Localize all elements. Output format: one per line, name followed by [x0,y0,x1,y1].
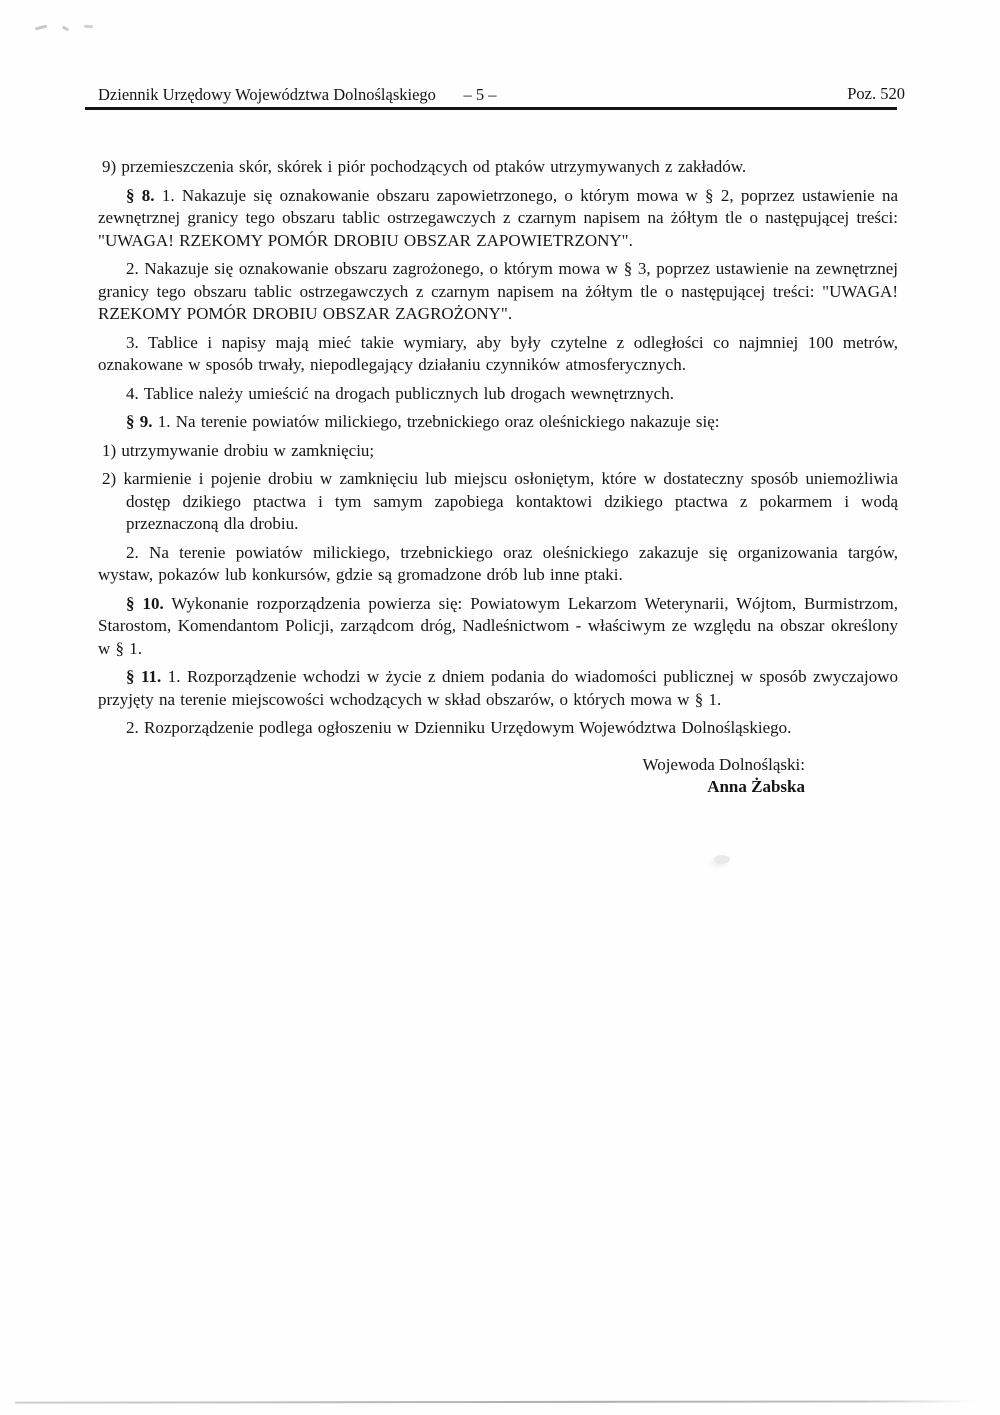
list-item-text: karmienie i pojenie drobiu w zamknięciu lub miejscu osłoniętym, które w dostateczny sposób uniemożliwia dostęp dzikiego ptactwa i tym samym zapobiega kontaktowi dzikiego ptactwa z pokarmem i wodą przeznaczoną dla drobiu. [123,469,899,533]
scan-artifact [35,25,47,31]
section-8-para-4 [98,383,898,406]
signatory-title: Wojewoda Dolnośląski: [642,754,805,774]
list-marker: 2) [102,469,117,488]
paragraph-text: 1. Nakazuje się oznakowanie obszaru zapowietrzonego, o którym mowa w § 2, poprzez ustawienie na zewnętrznej granicy tego obszaru tablic ostrzegawczych z czarnym napisem na żółtym tle o następującej treści: "UWAGA! RZEKOMY POMÓR DROBIU OBSZAR ZAPOWIETRZONY". [98,185,899,250]
document-body [98,156,898,799]
list-marker: 1) [102,440,117,460]
scan-artifact [62,26,70,32]
paragraph-text: Wykonanie rozporządzenia powierza się: Powiatowym Lekarzom Weterynarii, Wójtom, Burmistrzom, Starostom, Komendantom Policji, zarządcom dróg, Nadleśnictwom - właściwym ze względu na obszar określony w § 1. [98,593,898,658]
section-11-para-2 [98,717,898,740]
header-rule [85,107,897,110]
page-bottom-scan-line [15,1400,975,1403]
paragraph-text: 2. Rozporządzenie podlega ogłoszeniu w Dzienniku Urzędowym Województwa Dolnośląskiego. [126,718,792,737]
section-10-para [98,593,898,661]
scan-artifact [714,855,730,864]
section-number: § 10. [126,593,164,613]
section-8-para-1 [98,185,898,253]
section-11-para-1 [98,666,898,711]
signature-block [98,754,898,799]
section-9-para-2 [98,542,898,587]
section-number: § 9. [126,412,153,431]
paragraph-text: 2. Na terenie powiatów milickiego, trzebnickiego oraz oleśnickiego zakazuje się organizowania targów, wystaw, pokazów lub konkursów, gdzie są gromadzone drób lub inne ptaki. [98,542,898,584]
section-number: § 11. [126,667,162,686]
section-9-para-1 [98,411,898,434]
list-item-9 [98,156,898,179]
list-item-text: utrzymywanie drobiu w zamknięciu; [121,440,375,460]
list-marker: 9) [102,157,117,176]
list-item-text: przemieszczenia skór, skórek i piór pochodzących od ptaków utrzymywanych z zakładów. [121,157,747,176]
section-number: § 8. [126,185,155,205]
list-item-2 [98,468,898,536]
section-8-para-2 [98,258,898,326]
paragraph-text: 3. Tablice i napisy mają mieć takie wymiary, aby były czytelne z odległości co najmniej 100 metrów, oznakowane w sposób trwały, niepodlegający działaniu czynników atmosferycznych. [98,332,898,374]
list-item-1 [98,440,898,463]
signatory-name: Anna Żabska [707,777,805,796]
scan-artifact [84,25,93,29]
page-number: – 5 – [463,85,497,104]
paragraph-text: 1. Na terenie powiatów milickiego, trzebnickiego oraz oleśnickiego nakazuje się: [157,412,720,431]
paragraph-text: 2. Nakazuje się oznakowanie obszaru zagrożonego, o którym mowa w § 3, poprzez ustawienie na zewnętrznej granicy tego obszaru tablic ostrzegawczych z czarnym napisem na żółtym tle o następującej treści: "UWAGA! RZEKOMY POMÓR DROBIU OBSZAR ZAGROŻONY". [98,259,898,323]
paragraph-text: 4. Tablice należy umieścić na drogach publicznych lub drogach wewnętrznych. [126,383,674,403]
journal-title: Dziennik Urzędowy Województwa Dolnośląskiego [98,85,436,104]
paragraph-text: 1. Rozporządzenie wchodzi w życie z dniem podania do wiadomości publicznej w sposób zwyczajowo przyjęty na terenie miejscowości wchodzących w skład obszarów, o których mowa w § 1. [98,667,899,709]
section-8-para-3 [98,332,898,377]
position-number: Poz. 520 [847,84,905,103]
